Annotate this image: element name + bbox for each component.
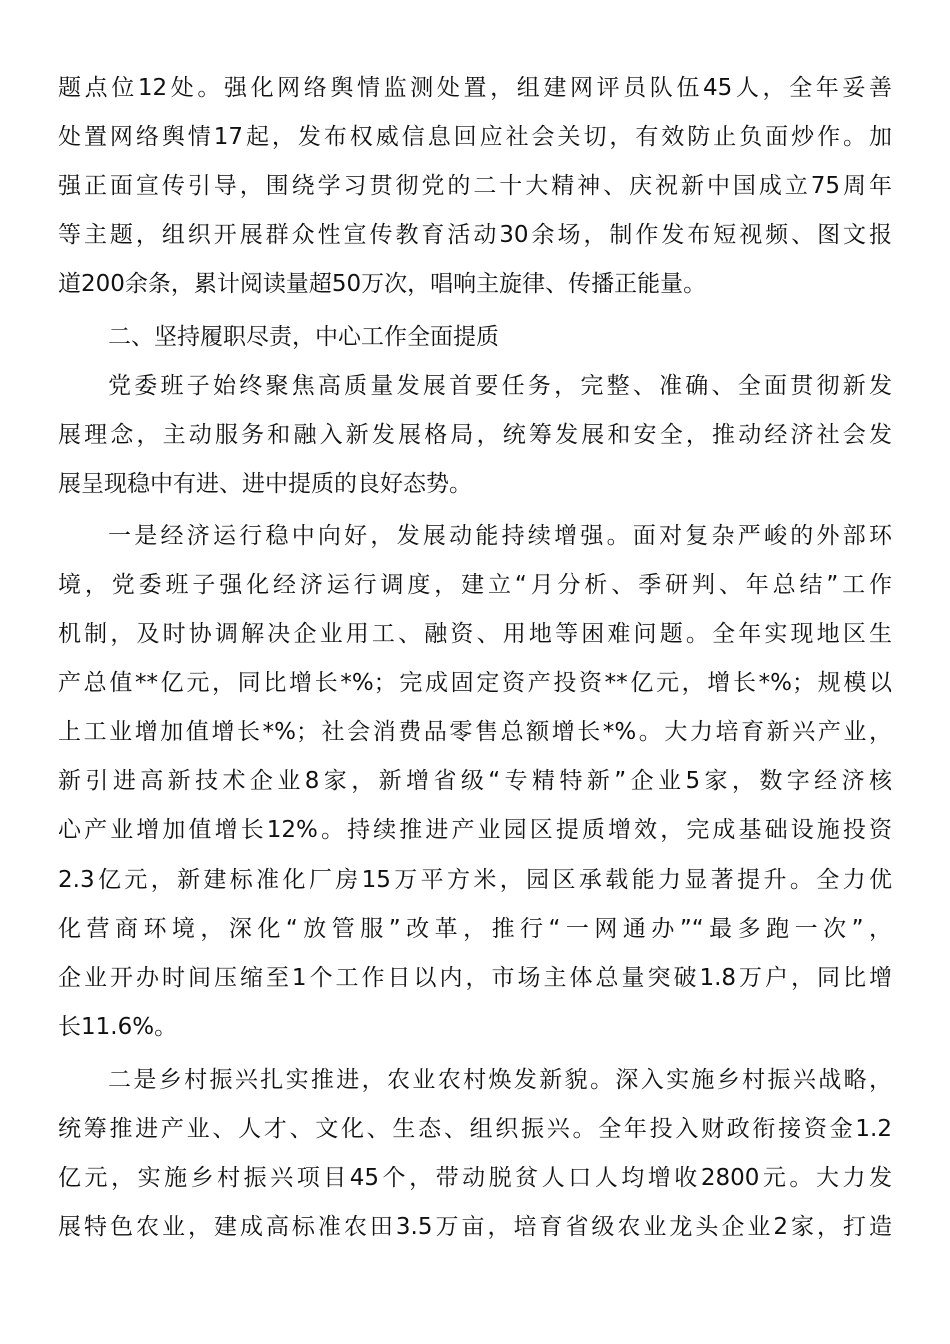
text-line: 展特色农业，建成高标准农田3.5万亩，培育省级农业龙头企业2家，打造 [58, 1214, 892, 1240]
text-line: 等主题，组织开展群众性宣传教育活动30余场，制作发布短视频、图文报 [58, 222, 892, 248]
text-line: 长11.6%。 [58, 1014, 178, 1040]
section-heading: 二、坚持履职尽责，中心工作全面提质 [108, 324, 499, 350]
text-line: 产总值**亿元，同比增长*%；完成固定资产投资**亿元，增长*%；规模以 [58, 670, 892, 696]
text-line: 一是经济运行稳中向好，发展动能持续增强。面对复杂严峻的外部环 [108, 523, 892, 549]
text-line: 境，党委班子强化经济运行调度，建立“月分析、季研判、年总结”工作 [58, 572, 892, 598]
text-line: 处置网络舆情17起，发布权威信息回应社会关切，有效防止负面炒作。加 [58, 124, 892, 150]
text-line: 道200余条，累计阅读量超50万次，唱响主旋律、传播正能量。 [58, 271, 707, 297]
text-line: 机制，及时协调解决企业用工、融资、用地等困难问题。全年实现地区生 [58, 621, 892, 647]
text-line: 统筹推进产业、人才、文化、生态、组织振兴。全年投入财政衔接资金1.2 [58, 1116, 892, 1142]
text-line: 强正面宣传引导，围绕学习贯彻党的二十大精神、庆祝新中国成立75周年 [58, 173, 892, 199]
text-line: 亿元，实施乡村振兴项目45个，带动脱贫人口人均增收2800元。大力发 [58, 1165, 892, 1191]
text-line: 2.3亿元，新建标准化厂房15万平方米，园区承载能力显著提升。全力优 [58, 867, 892, 893]
text-line: 上工业增加值增长*%；社会消费品零售总额增长*%。大力培育新兴产业， [58, 719, 892, 745]
text-line: 展理念，主动服务和融入新发展格局，统筹发展和安全，推动经济社会发 [58, 422, 892, 448]
text-line: 二是乡村振兴扎实推进，农业农村焕发新貌。深入实施乡村振兴战略， [108, 1067, 892, 1093]
text-line: 心产业增加值增长12%。持续推进产业园区提质增效，完成基础设施投资 [58, 817, 892, 843]
text-line: 党委班子始终聚焦高质量发展首要任务，完整、准确、全面贯彻新发 [108, 373, 892, 399]
text-line: 题点位12处。强化网络舆情监测处置，组建网评员队伍45人，全年妥善 [58, 75, 892, 101]
text-line: 展呈现稳中有进、进中提质的良好态势。 [58, 471, 472, 497]
text-line: 企业开办时间压缩至1个工作日以内，市场主体总量突破1.8万户，同比增 [58, 965, 892, 991]
text-line: 化营商环境，深化“放管服”改革，推行“一网通办”“最多跑一次”， [58, 916, 892, 942]
text-line: 新引进高新技术企业8家，新增省级“专精特新”企业5家，数字经济核 [58, 768, 892, 794]
